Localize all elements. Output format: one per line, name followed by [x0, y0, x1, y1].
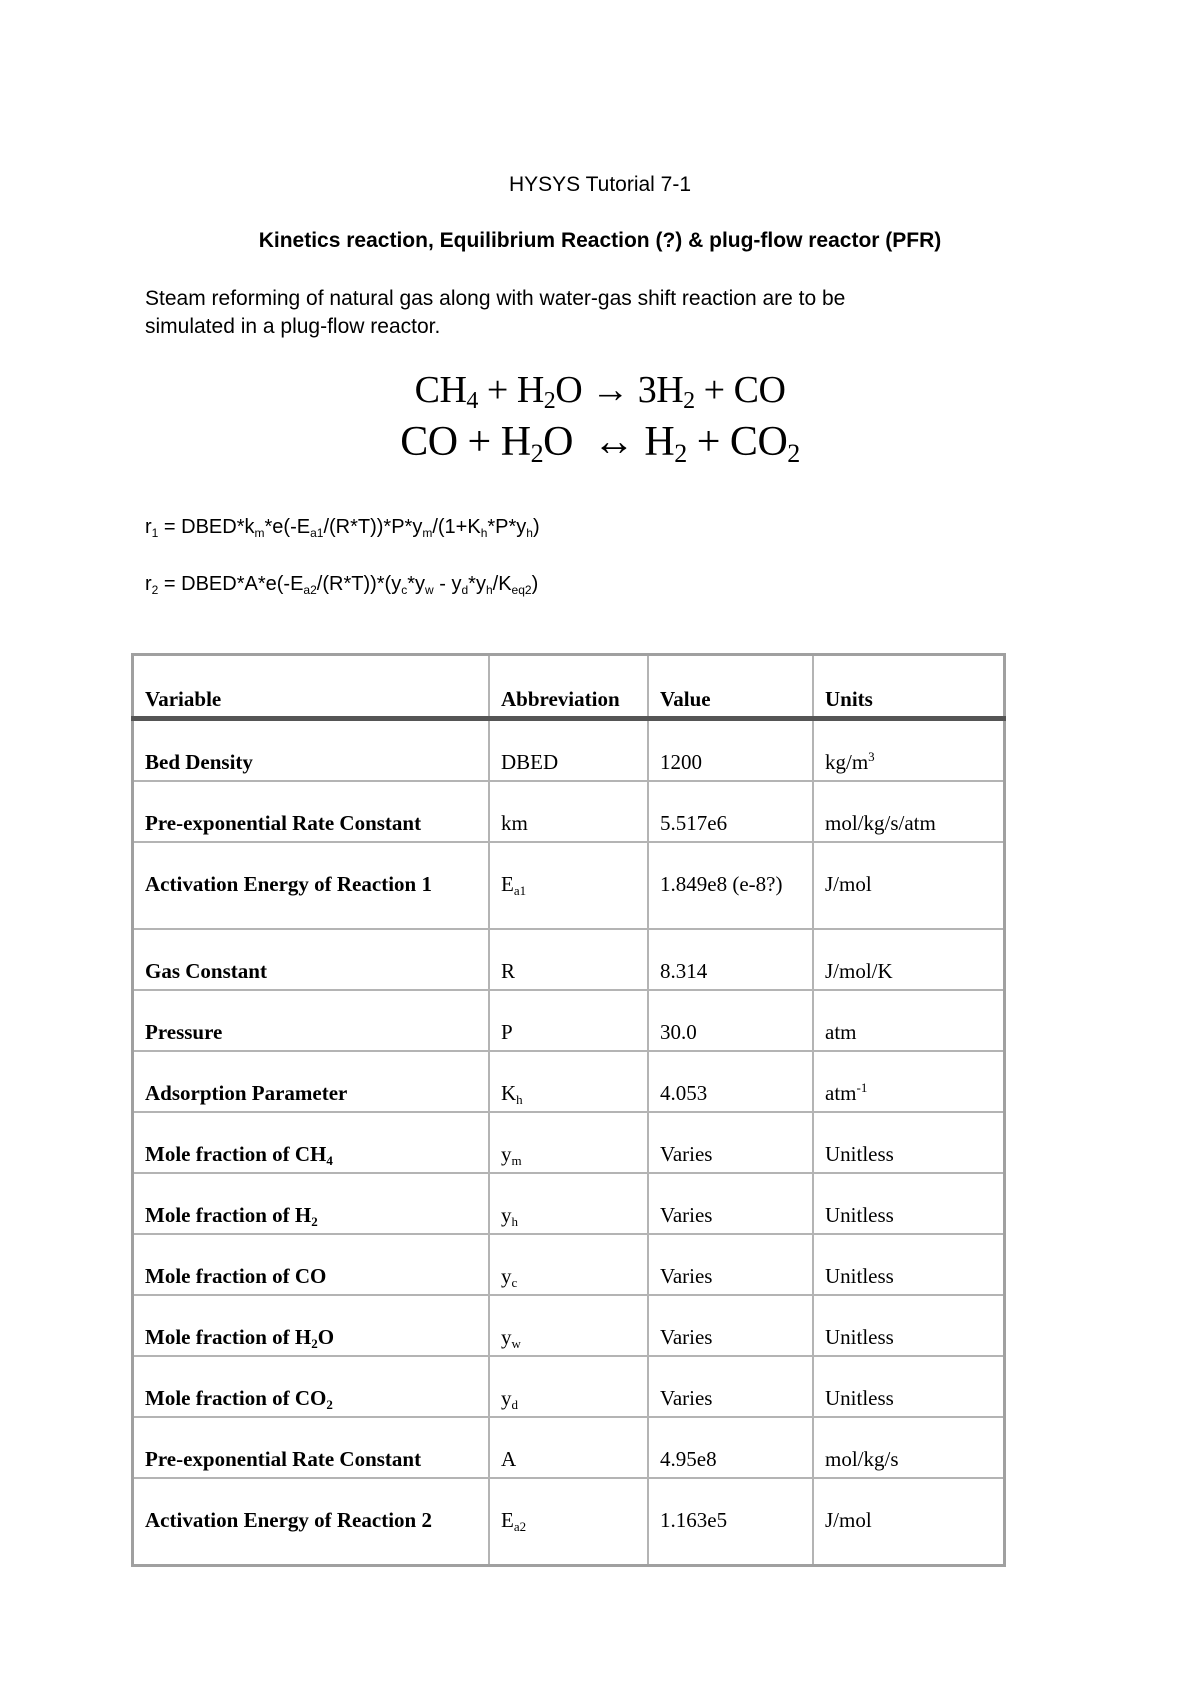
table-row [133, 1051, 1005, 1112]
cell-value: Varies [648, 1295, 813, 1356]
table-row [133, 1478, 1005, 1566]
header-abbreviation: Abbreviation [489, 655, 648, 719]
cell-units: mol/kg/s [813, 1417, 1005, 1478]
cell-variable: Bed Density [133, 719, 490, 782]
cell-variable: Activation Energy of Reaction 2 [133, 1478, 490, 1566]
cell-units: Unitless [813, 1295, 1005, 1356]
cell-value: 4.95e8 [648, 1417, 813, 1478]
cell-variable: Pre-exponential Rate Constant [133, 781, 490, 842]
rate-expression-2: $r_2$ = $DBED*A*e(-E_{a2}/(R*T))*(y_c*y_w - y_d*y_h/K_{eq2})$ [145, 573, 539, 597]
reaction-equation-2: CO + $H_2O$ ↔ $H_2 + CO_2$ [400, 419, 800, 468]
cell-variable: Mole fraction of CO [133, 1234, 490, 1295]
cell-value: 8.314 [648, 929, 813, 990]
table-row [133, 1234, 1005, 1295]
table-row [133, 1356, 1005, 1417]
header-units: Units [813, 655, 1005, 719]
cell-variable: Mole fraction of $CH_4$ [133, 1112, 490, 1173]
cell-value: 1200 [648, 719, 813, 782]
table-row [133, 1417, 1005, 1478]
cell-value: 1.163e5 [648, 1478, 813, 1566]
cell-variable: Mole fraction of $H_2$ [133, 1173, 490, 1234]
variables-table [131, 653, 1006, 1567]
reaction-equation-1: $CH_4 + H_2O \to 3H_2$ + CO [414, 369, 786, 414]
cell-abbreviation: km [489, 781, 648, 842]
cell-units: atm [813, 990, 1005, 1051]
table-row [133, 1295, 1005, 1356]
cell-units: J/mol [813, 842, 1005, 929]
rate-expression-1: $r_1$ = $DBED*k_m*e(-E_{a1}/(R*T))*P*y_m/(1+K_h*P*y_h)$ [145, 516, 540, 540]
cell-units: atm$^{-1}$ [813, 1051, 1005, 1112]
cell-value: Varies [648, 1234, 813, 1295]
document-subtitle: Kinetics reaction, Equilibrium Reaction (?) & plug-flow reactor (PFR) [258, 229, 942, 252]
document-title: HYSYS Tutorial 7-1 [508, 173, 692, 196]
cell-units: Unitless [813, 1173, 1005, 1234]
table-header-row [133, 655, 1005, 719]
cell-variable: Pressure [133, 990, 490, 1051]
table-row [133, 929, 1005, 990]
intro-line: simulated in a plug-flow reactor. [145, 315, 441, 338]
header-variable: Variable [133, 655, 490, 719]
cell-abbreviation: DBED [489, 719, 648, 782]
table-row [133, 719, 1005, 782]
cell-variable: Mole fraction of $CO_2$ [133, 1356, 490, 1417]
cell-variable: Mole fraction of $H_2O$ [133, 1295, 490, 1356]
cell-units: Unitless [813, 1234, 1005, 1295]
cell-abbreviation: $E_{a1}$ [489, 842, 648, 929]
cell-units: J/mol [813, 1478, 1005, 1566]
cell-value: 4.053 [648, 1051, 813, 1112]
cell-value: Varies [648, 1356, 813, 1417]
cell-value: 1.849e8 (e-8?) [648, 842, 813, 929]
table-row [133, 781, 1005, 842]
table-row [133, 1112, 1005, 1173]
cell-units: J/mol/K [813, 929, 1005, 990]
cell-variable: Gas Constant [133, 929, 490, 990]
cell-value: 30.0 [648, 990, 813, 1051]
cell-abbreviation: R [489, 929, 648, 990]
cell-abbreviation: P [489, 990, 648, 1051]
cell-units: mol/kg/s/atm [813, 781, 1005, 842]
cell-units: Unitless [813, 1112, 1005, 1173]
cell-units: $kg/m^3$ [813, 719, 1005, 782]
cell-units: Unitless [813, 1356, 1005, 1417]
cell-abbreviation: $y_c$ [489, 1234, 648, 1295]
cell-abbreviation: $E_{a2}$ [489, 1478, 648, 1566]
cell-abbreviation: A [489, 1417, 648, 1478]
cell-abbreviation: $K_h$ [489, 1051, 648, 1112]
cell-abbreviation: $y_w$ [489, 1295, 648, 1356]
cell-abbreviation: $y_d$ [489, 1356, 648, 1417]
cell-variable: Pre-exponential Rate Constant [133, 1417, 490, 1478]
cell-abbreviation: $y_h$ [489, 1173, 648, 1234]
cell-variable: Adsorption Parameter [133, 1051, 490, 1112]
cell-variable: Activation Energy of Reaction 1 [133, 842, 490, 929]
table-row [133, 1173, 1005, 1234]
table-row [133, 842, 1005, 929]
intro-line: Steam reforming of natural gas along with water-gas shift reaction are to be [145, 287, 846, 310]
cell-value: Varies [648, 1173, 813, 1234]
cell-value: Varies [648, 1112, 813, 1173]
intro-paragraph [145, 285, 1045, 341]
table-row [133, 990, 1005, 1051]
header-value: Value [648, 655, 813, 719]
cell-value: 5.517e6 [648, 781, 813, 842]
cell-abbreviation: $y_m$ [489, 1112, 648, 1173]
